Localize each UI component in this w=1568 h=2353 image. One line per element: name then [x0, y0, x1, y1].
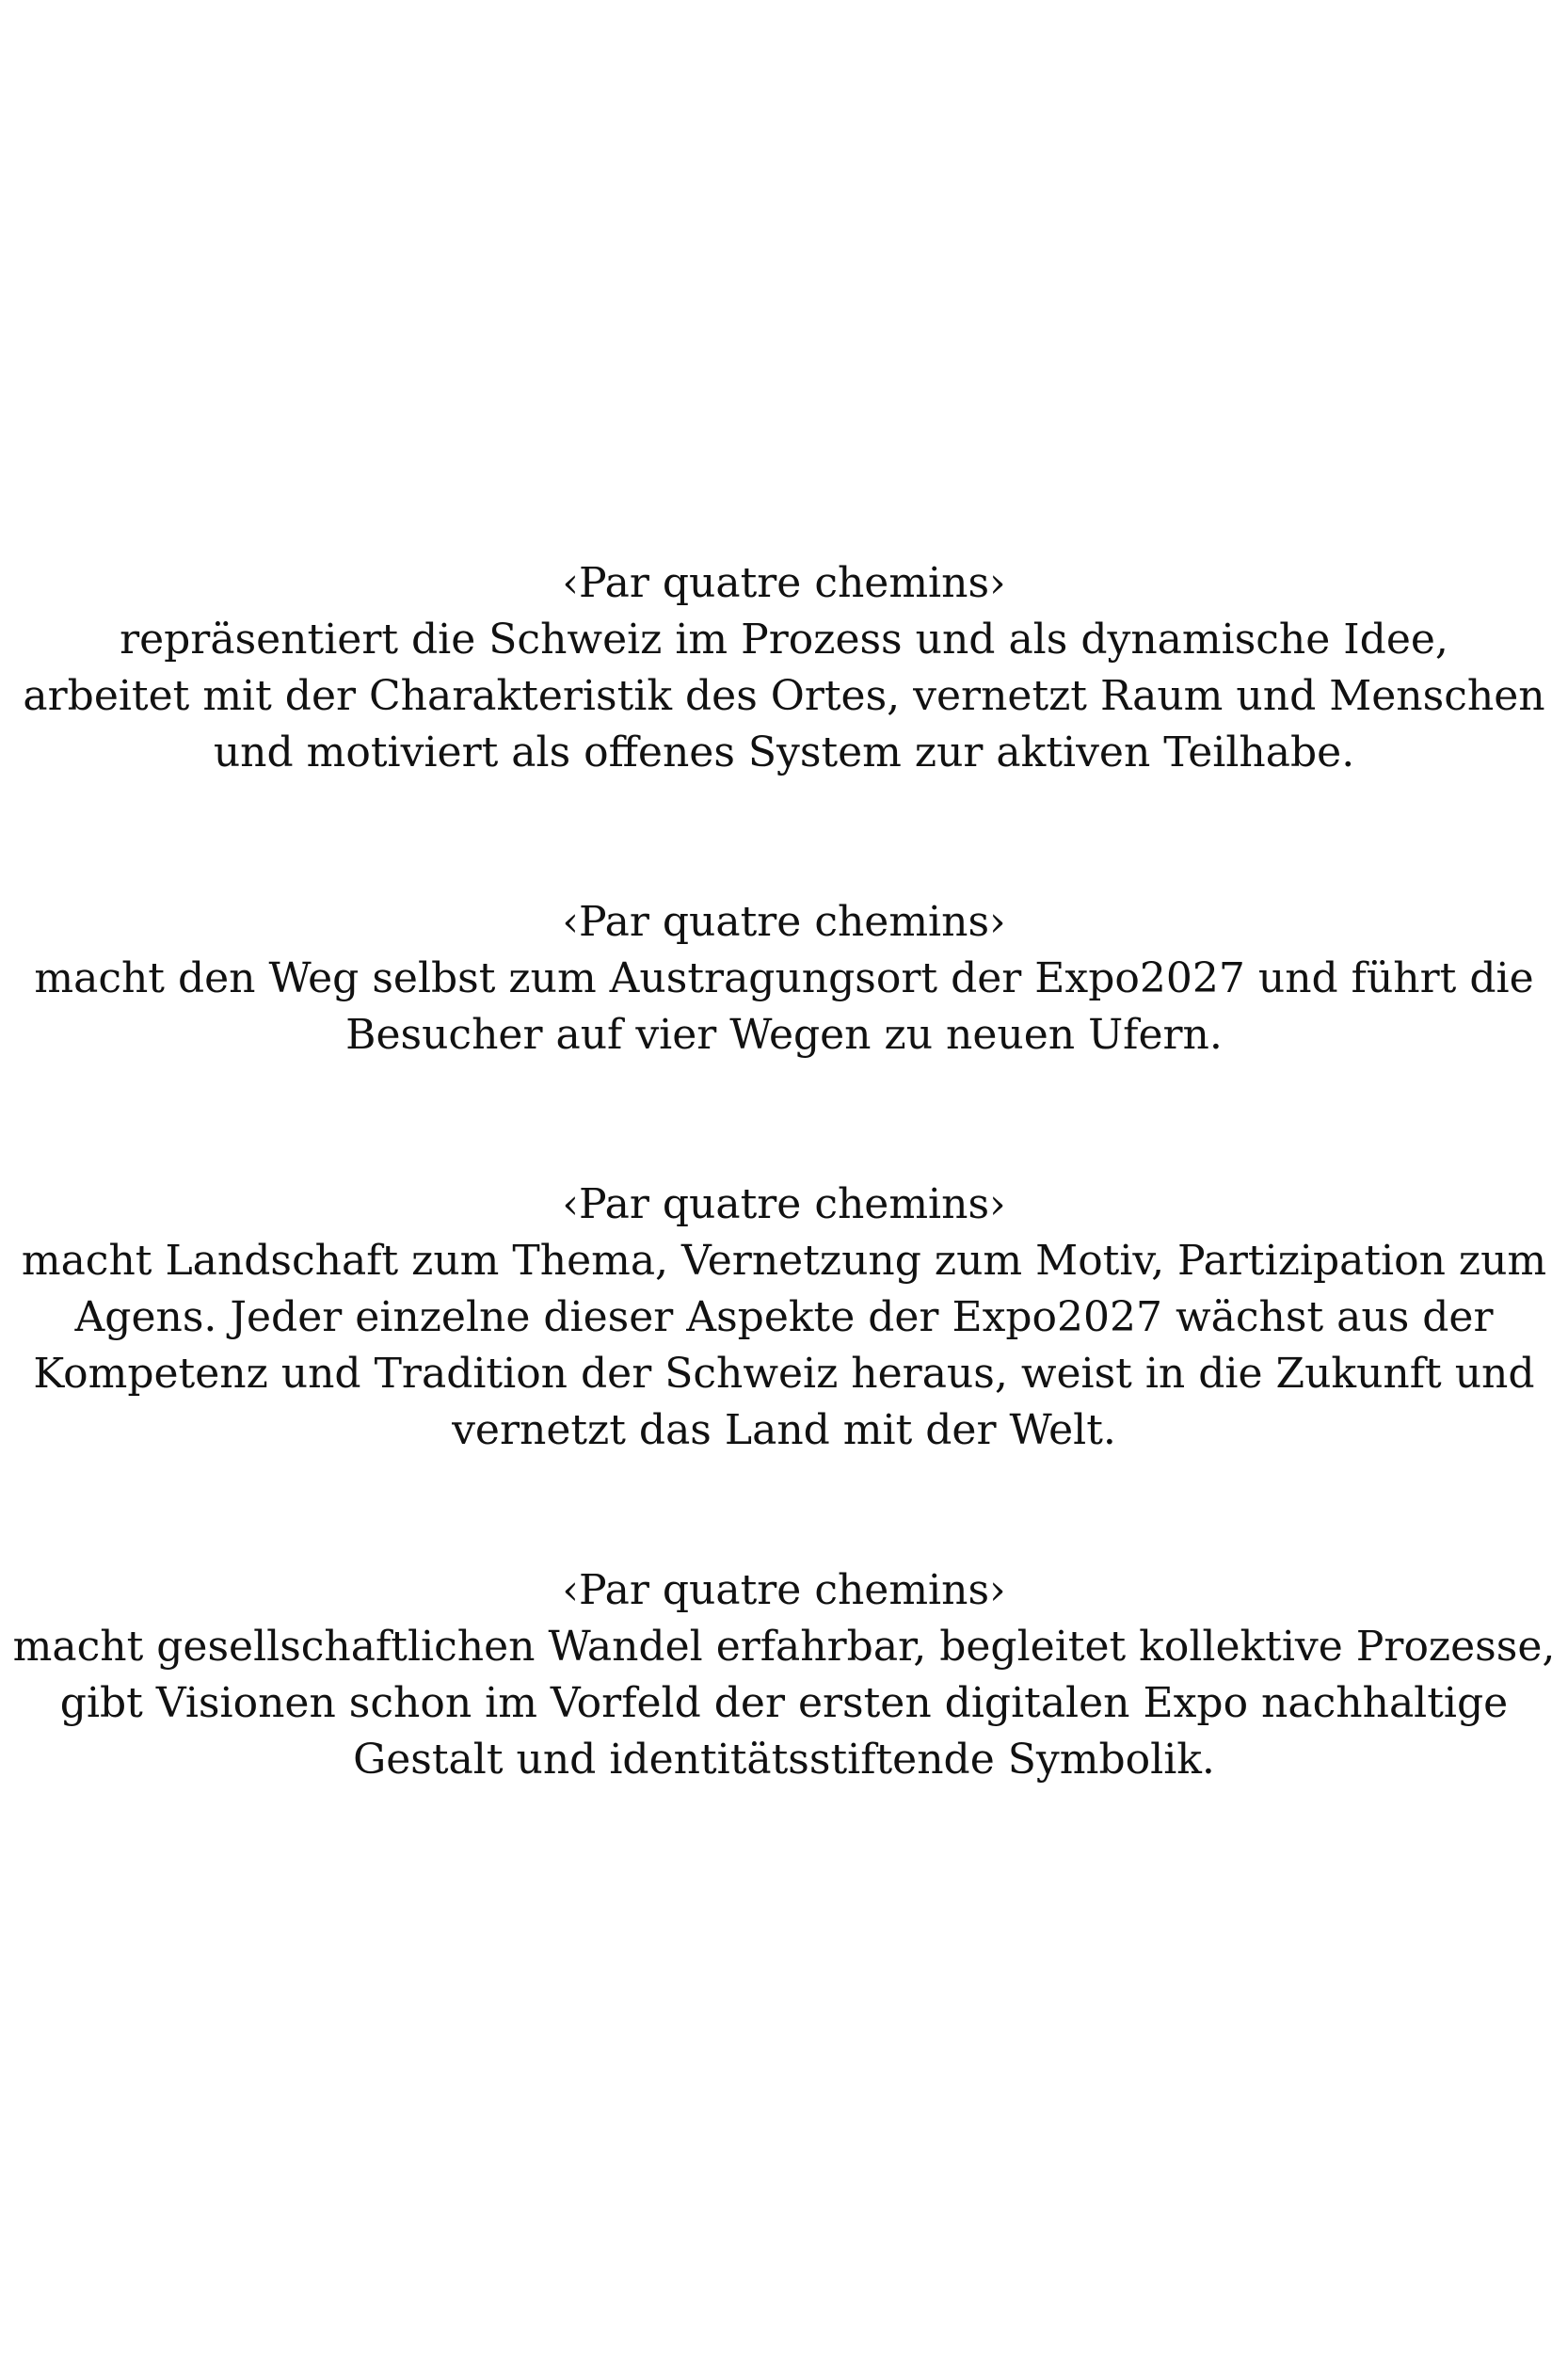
- paragraph-block-4: [0, 1562, 1568, 1788]
- paragraph-line: repräsentiert die Schweiz im Prozess und als dynamische Idee,: [120, 616, 1448, 664]
- paragraph-line: Agens. Jeder einzelne dieser Aspekte der Expo2027 wächst aus der: [74, 1293, 1494, 1341]
- paragraph-block-3: [0, 1176, 1568, 1459]
- paragraph-title: ‹Par quatre chemins›: [562, 559, 1006, 607]
- paragraph-block-1: [0, 555, 1568, 781]
- paragraph-line: macht gesellschaftlichen Wandel erfahrbar, begleitet kollektive Prozesse,: [12, 1623, 1556, 1671]
- paragraph-line: Kompetenz und Tradition der Schweiz heraus, weist in die Zukunft und: [33, 1350, 1535, 1398]
- paragraph-line: macht Landschaft zum Thema, Vernetzung zum Motiv, Partizipation zum: [21, 1237, 1547, 1285]
- paragraph-line: Besucher auf vier Wegen zu neuen Ufern.: [345, 1011, 1223, 1059]
- paragraph-line: gibt Visionen schon im Vorfeld der ersten digitalen Expo nachhaltige: [59, 1679, 1509, 1727]
- paragraph-line: macht den Weg selbst zum Austragungsort der Expo2027 und führt die: [34, 954, 1534, 1002]
- paragraph-title: ‹Par quatre chemins›: [562, 1566, 1006, 1614]
- paragraph-line: arbeitet mit der Charakteristik des Ortes, vernetzt Raum und Menschen: [23, 672, 1545, 720]
- paragraph-title: ‹Par quatre chemins›: [562, 898, 1006, 946]
- paragraph-block-2: [0, 894, 1568, 1064]
- paragraph-line: vernetzt das Land mit der Welt.: [452, 1406, 1116, 1454]
- paragraph-line: und motiviert als offenes System zur aktiven Teilhabe.: [213, 728, 1355, 776]
- paragraph-title: ‹Par quatre chemins›: [562, 1180, 1006, 1228]
- paragraph-line: Gestalt und identitätsstiftende Symbolik.: [353, 1736, 1215, 1784]
